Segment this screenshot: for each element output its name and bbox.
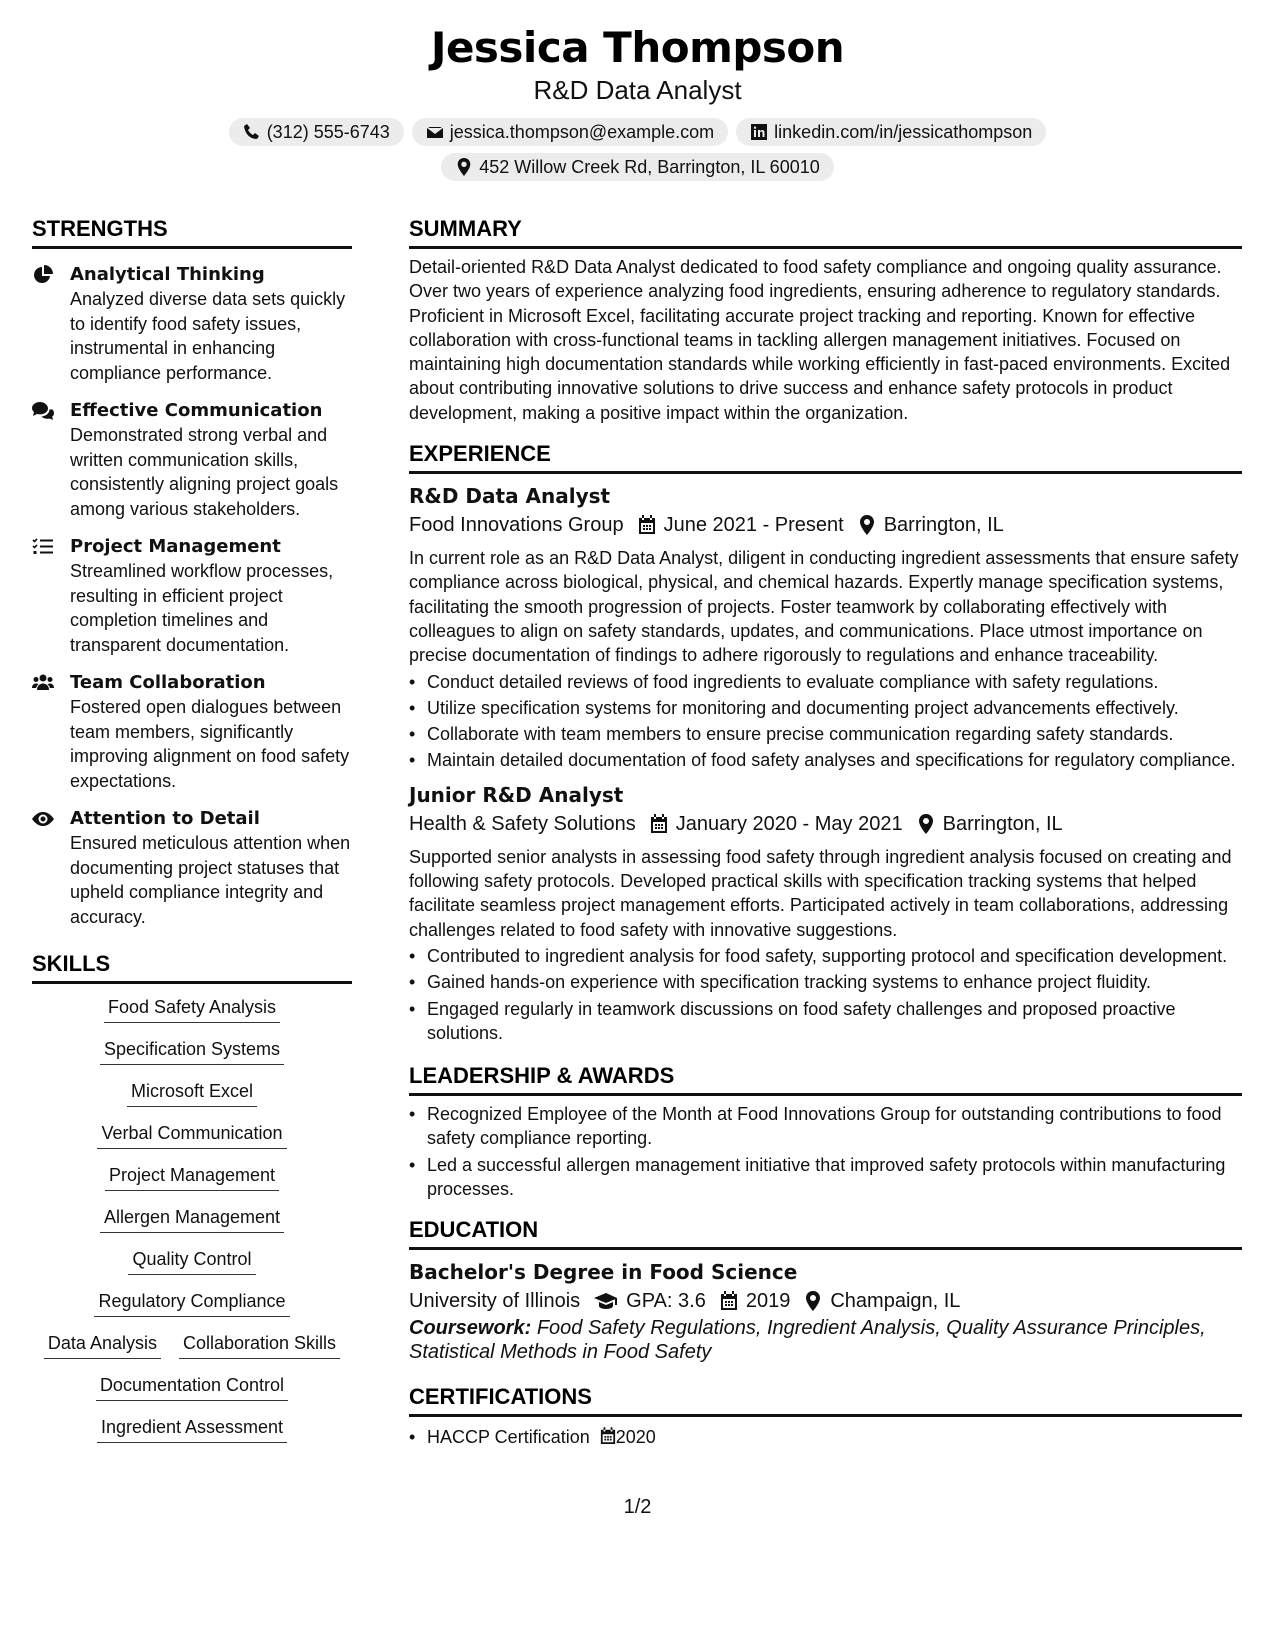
skill-tag: Specification Systems [100,1036,284,1065]
address-text: 452 Willow Creek Rd, Barrington, IL 60010 [479,156,820,177]
phone-text: (312) 555-6743 [266,121,390,142]
summary-text: Detail-oriented R&D Data Analyst dedicated to food safety compliance and ongoing quality assurance. Over two years of experience analyzing food ingredients, ensuring adherence to regulatory standards. Proficient in Microsoft Excel, facilitating accurate project tracking and reporting. Known for effective collaboration with cross-functional teams in tackling allergen management initiatives. Focused on maintaining high documentation standards while working efficiently in fast-paced environments. Excited about contributing innovative solutions to drive success and enhance safety protocols in product development, making a positive impact within the organization. [409,257,1231,423]
leadership-bullets [409,1102,1242,1201]
skills-list [32,984,352,1443]
eye-icon [32,809,54,829]
leadership-heading: LEADERSHIP & AWARDS [409,1063,1242,1096]
coursework [409,1316,1242,1364]
skill-tag: Regulatory Compliance [94,1288,289,1317]
candidate-name: Jessica Thompson [430,23,845,72]
strength-item [32,671,352,793]
map-pin-icon [455,158,473,176]
summary-heading: SUMMARY [409,216,1242,249]
certifications-heading: CERTIFICATIONS [409,1384,1242,1417]
job-description: Supported senior analysts in assessing food safety through ingredient analysis focused on creating and following safety protocols. Developed practical skills with specification tracking systems that helped facilitate seamless project management efforts. Participated actively in team collaborations, addressing challenges related to food safety with innovative suggestions. [409,846,1232,940]
gpa: GPA: 3.6 [626,1290,706,1313]
calendar-icon [650,814,668,834]
skill-tag: Ingredient Assessment [97,1414,287,1443]
envelope-icon [426,123,444,141]
skill-tag: Verbal Communication [97,1120,286,1149]
list-item: • Collaborate with team members to ensure precise communication regarding safety standards. [409,722,1242,746]
strength-title: Analytical Thinking [70,264,265,285]
list-item: • Led a successful allergen management initiative that improved safety protocols within manufacturing processes. [409,1153,1242,1202]
address-pill [441,153,834,181]
job-entry [409,482,1242,773]
map-pin-icon [858,515,876,535]
phone-icon [243,123,261,141]
address-row [0,153,1275,181]
list-item: • Engaged regularly in teamwork discussions on food safety challenges and proposed proactive solutions. [409,997,1242,1046]
phone-pill [229,118,404,146]
map-pin-icon [917,814,935,834]
map-pin-icon [804,1291,822,1311]
graduation-cap-icon [594,1291,618,1311]
job-meta [409,809,1242,839]
calendar-icon [720,1291,738,1311]
job-description: In current role as an R&D Data Analyst, diligent in conducting ingredient assessments that ensure safety compliance across biological, physical, and chemical hazards. Expertly manage specification systems, facilitating the smooth progression of projects. Foster teamwork by collaborating effectively with colleagues to align on safety standards, updates, and communications. Place utmost importance on precise documentation of findings to adhere rigorously to regulations and enhance traceability. [409,548,1239,666]
strength-desc: Ensured meticulous attention when documenting project statuses that upheld compliance integrity and accuracy. [70,833,351,927]
strength-title: Effective Communication [70,400,323,421]
strength-title: Team Collaboration [70,672,266,693]
job-title: Junior R&D Analyst [409,782,624,807]
linkedin-link[interactable]: linkedin.com/in/jessicathompson [774,121,1033,142]
company-name: Food Innovations Group [409,514,624,537]
skill-tag: Project Management [105,1162,279,1191]
users-icon [32,673,54,693]
education-meta [409,1286,1242,1316]
email-pill[interactable] [412,118,728,146]
strength-desc: Demonstrated strong verbal and written communication skills, consistently aligning project goals among various stakeholders. [70,425,339,519]
linkedin-icon [750,123,768,141]
strength-desc: Analyzed diverse data sets quickly to identify food safety issues, instrumental in enhancing compliance performance. [70,289,346,383]
job-bullets [409,670,1242,773]
list-item [409,1425,1242,1449]
skill-tag: Quality Control [128,1246,255,1275]
linkedin-pill[interactable] [736,118,1046,146]
job-location: Barrington, IL [942,812,1063,835]
strength-item [32,535,352,657]
strength-item [32,399,352,521]
skill-tag: Collaboration Skills [179,1330,340,1359]
strength-desc: Fostered open dialogues between team members, significantly improving alignment on food safety expectations. [70,697,350,791]
calendar-icon [600,1427,616,1445]
job-location: Barrington, IL [883,514,1004,537]
strength-title: Attention to Detail [70,808,260,829]
list-item: • Conduct detailed reviews of food ingredients to evaluate compliance with safety regulations. [409,670,1242,694]
pie-chart-icon [32,265,54,285]
skill-tag: Documentation Control [96,1372,288,1401]
education-heading: EDUCATION [409,1217,1242,1250]
candidate-role: R&D Data Analyst [533,75,742,105]
list-item: • Utilize specification systems for monitoring and documenting project advancements effectively. [409,696,1242,720]
list-item: • Maintain detailed documentation of food safety analyses and specifications for regulatory compliance. [409,748,1242,772]
list-item: • Gained hands-on experience with specification tracking systems to enhance project fluidity. [409,970,1242,994]
strength-item [32,263,352,385]
list-item: • Recognized Employee of the Month at Food Innovations Group for outstanding contributions to food safety compliance reporting. [409,1102,1242,1151]
coursework-text: Food Safety Regulations, Ingredient Analysis, Quality Assurance Principles, Statistical Methods in Food Safety [409,1317,1206,1364]
skills-heading: SKILLS [32,951,352,984]
company-name: Health & Safety Solutions [409,812,636,835]
calendar-icon [638,515,656,535]
skill-tag: Microsoft Excel [127,1078,257,1107]
coursework-label: Coursework: [409,1317,532,1340]
strength-desc: Streamlined workflow processes, resulting in efficient project completion timelines and transparent documentation. [70,561,334,655]
job-bullets [409,944,1242,1045]
job-entry [409,781,1242,1045]
strengths-heading: STRENGTHS [32,216,352,249]
degree-title: Bachelor's Degree in Food Science [409,1260,798,1285]
right-column [409,216,1242,1450]
graduation-year: 2019 [745,1290,791,1313]
experience-heading: EXPERIENCE [409,441,1242,474]
list-item: • Contributed to ingredient analysis for food safety, supporting protocol and specification development. [409,944,1242,968]
skill-tag: Data Analysis [44,1330,161,1359]
comments-icon [32,401,54,421]
left-column [32,216,352,1456]
strength-title: Project Management [70,536,281,557]
certification-year: 2020 [615,1427,656,1448]
resume-header [0,20,1275,181]
contact-row [0,118,1275,146]
school-name: University of Illinois [409,1290,581,1313]
school-location: Champaign, IL [830,1290,961,1313]
certification-name: HACCP Certification [427,1427,590,1448]
page-number: 1/2 [623,1496,652,1518]
skill-tag: Allergen Management [100,1204,284,1233]
certifications-list [409,1425,1242,1449]
task-list-icon [32,537,54,557]
job-meta [409,510,1242,540]
strength-item [32,807,352,929]
skill-tag: Food Safety Analysis [104,994,280,1023]
email-link[interactable]: jessica.thompson@example.com [449,121,715,142]
job-title: R&D Data Analyst [409,484,611,509]
job-dates: January 2020 - May 2021 [675,812,903,835]
job-dates: June 2021 - Present [663,514,844,537]
